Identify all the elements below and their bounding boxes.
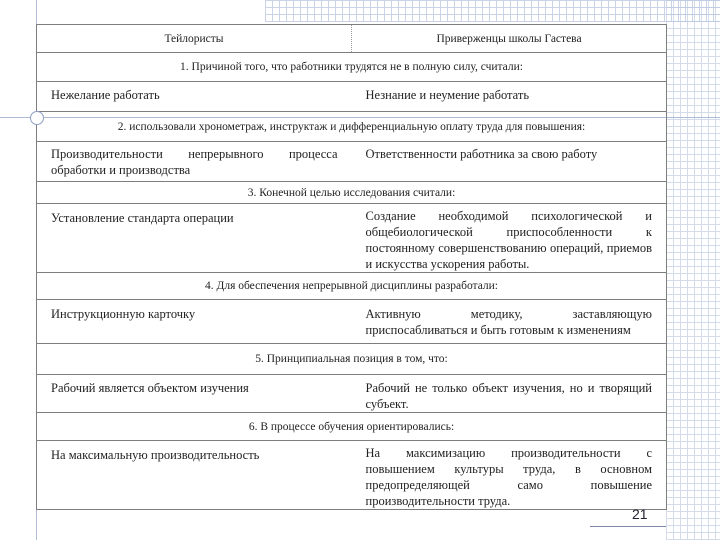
section-1-right: Незнание и неумение работать (352, 82, 667, 112)
decor-grid-right (666, 0, 720, 540)
section-1-left: Нежелание работать (37, 82, 352, 112)
page-number: 21 (632, 506, 648, 522)
decor-circle (30, 111, 44, 125)
section-title-6: 6. В процессе обучения ориентировались: (37, 413, 667, 441)
page-number-rule (590, 526, 666, 527)
section-title-2: 2. использовали хронометраж, инструктаж и дифференциальную оплату труда для повышения: (37, 112, 667, 142)
section-title-1: 1. Причиной того, что работники трудятся не в полную силу, считали: (37, 53, 667, 82)
section-title-5: 5. Принципиальная позиция в том, что: (37, 344, 667, 375)
section-title-3: 3. Конечной целью исследования считали: (37, 182, 667, 204)
header-gastev-school: Приверженцы школы Гастева (352, 25, 667, 53)
section-6-left: На максимальную производительность (37, 441, 352, 510)
section-2-left: Производительности непрерывного процесса обработки и производства (37, 142, 352, 182)
section-title-4: 4. Для обеспечения непрерывной дисциплины разработали: (37, 273, 667, 300)
comparison-table (36, 24, 667, 510)
section-4-left: Инструкционную карточку (37, 300, 352, 344)
decor-grid-top (265, 0, 720, 22)
section-6-right: На максимизацию производительности с повышением культуры труда, в основном предопределяющей само повышение производительности труда. (352, 441, 667, 510)
section-3-left: Установление стандарта операции (37, 204, 352, 273)
header-taylorists: Тейлористы (37, 25, 352, 53)
section-3-right: Создание необходимой психологической и общебиологической приспособленности к постоянному совершенствованию операций, приемов и искусства ускорения работы. (352, 204, 667, 273)
section-4-right: Активную методику, заставляющую приспосабливаться и быть готовым к изменениям (352, 300, 667, 344)
section-5-right: Рабочий не только объект изучения, но и творящий субъект. (352, 375, 667, 413)
section-2-right: Ответственности работника за свою работу (352, 142, 667, 182)
section-5-left: Рабочий является объектом изучения (37, 375, 352, 413)
